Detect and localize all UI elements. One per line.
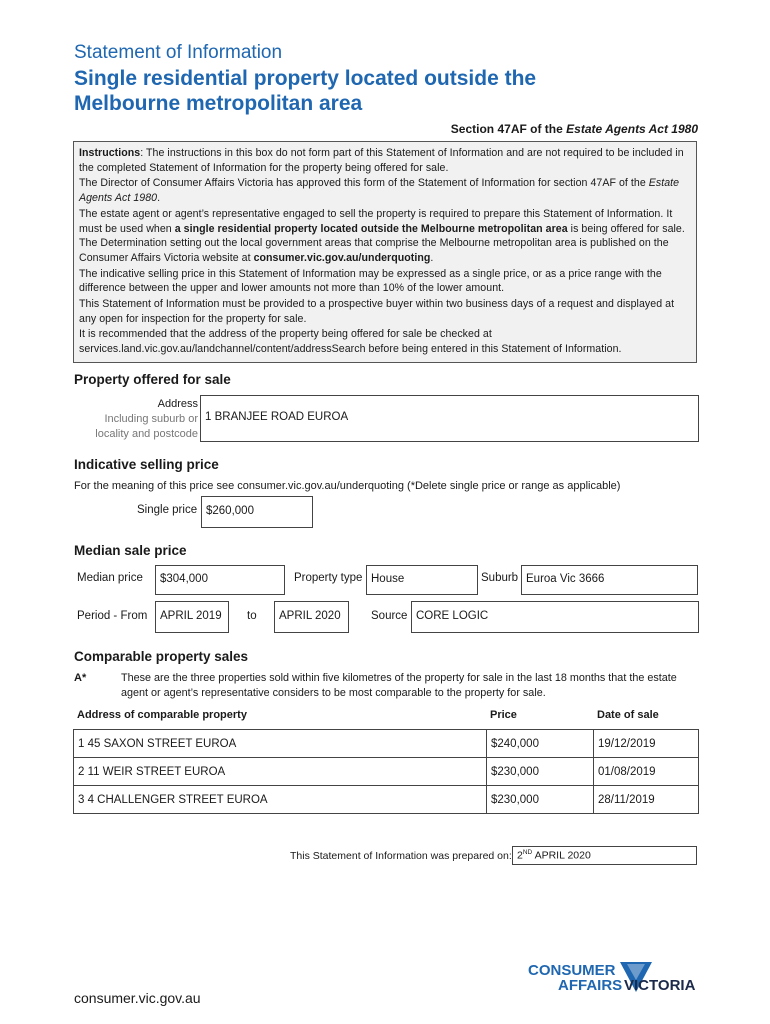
prepared-day-suffix: ND [522, 849, 533, 856]
comparables-heading: Comparable property sales [74, 649, 249, 664]
instructions-p2b: . [157, 192, 161, 205]
single-price-field[interactable]: $260,000 [201, 496, 313, 528]
instructions-p2-act: Estate Agents Act 1980 [79, 177, 680, 205]
median-heading: Median sale price [74, 543, 187, 558]
suburb-label: Suburb [481, 572, 519, 584]
table-row [74, 730, 699, 758]
comparables-table [73, 729, 699, 814]
comparables-marker: A* [74, 672, 87, 684]
instructions-p3b: is being offered for sale. The Determination setting out the local government areas that comprise the Melbourne metropolitan area is published on the Consumer Affairs Victoria website at [79, 222, 685, 264]
comp-date-cell[interactable]: 19/12/2019 [594, 730, 699, 758]
underquoting-link[interactable]: consumer.vic.gov.au/underquoting [253, 251, 431, 264]
instructions-p3-bold: a single residential property located outside the Melbourne metropolitan area [174, 222, 568, 235]
comp-price-cell[interactable]: $230,000 [487, 786, 594, 814]
instructions-p3c: . [430, 251, 434, 264]
comp-address-cell[interactable]: 2 11 WEIR STREET EUROA [74, 758, 487, 786]
source-field[interactable]: CORE LOGIC [411, 601, 699, 633]
table-row [74, 786, 699, 814]
comp-price-cell[interactable]: $230,000 [487, 758, 594, 786]
consumer-affairs-victoria-logo [528, 958, 703, 1013]
prepared-label: This Statement of Information was prepared on: [290, 850, 512, 862]
instructions-p2a: The Director of Consumer Affairs Victoria has approved this form of the Statement of Information for section 47AF of the [79, 177, 649, 190]
address-label-text: Address [157, 398, 198, 410]
section-reference [451, 122, 698, 136]
property-type-field[interactable]: House [366, 565, 478, 595]
source-label: Source [371, 610, 408, 622]
prepared-rest: APRIL 2020 [532, 849, 591, 862]
period-to-field[interactable]: APRIL 2020 [274, 601, 349, 633]
indicative-note: For the meaning of this price see consumer.vic.gov.au/underquoting (*Delete single price or range as applicable) [74, 480, 621, 492]
instructions-p5: This Statement of Information must be provided to a prospective buyer within two business days of a request and displayed at any open for inspection for the property for sale. [79, 298, 675, 325]
document-kicker: Statement of Information [74, 42, 283, 63]
footer-url[interactable]: consumer.vic.gov.au [74, 990, 201, 1006]
prepared-date-field[interactable] [512, 846, 697, 865]
instructions-p1: : The instructions in this box do not form part of this Statement of Information and are not required to be included in the completed Statement of Information for the property being offered for sale. [79, 147, 684, 174]
instructions-p6: It is recommended that the address of the property being offered for sale be checked at services.land.vic.gov.au/landchannel/content/addressSearch before being entered in this Statement of Information. [79, 328, 622, 356]
prepared-day: 2 [517, 849, 523, 862]
instructions-p3a: The estate agent or agent’s representative engaged to sell the property is required to prepare this Statement of Information. It must be used when [79, 207, 673, 235]
comparables-description: These are the three properties sold within five kilometres of the property for sale in the last 18 months that the estate agent or agent’s representative considers to be most comparable to the property for sale. [121, 672, 677, 699]
comp-price-cell[interactable]: $240,000 [487, 730, 594, 758]
instructions-box [73, 141, 697, 363]
logo-state: VICTORIA [624, 977, 696, 994]
instructions-p4: The indicative selling price in this Statement of Information may be expressed as a single price, or as a price range with the difference between the upper and lower amounts not more than 10% of the lower amount. [79, 267, 662, 295]
suburb-field[interactable]: Euroa Vic 3666 [521, 565, 698, 595]
property-type-label: Property type [294, 572, 363, 584]
address-field[interactable]: 1 BRANJEE ROAD EUROA [200, 395, 699, 442]
logo-line-1: CONSUMER [528, 962, 616, 979]
median-price-field[interactable]: $304,000 [155, 565, 285, 595]
single-price-label: Single price [137, 504, 198, 516]
document-title [74, 66, 694, 116]
period-from-field[interactable]: APRIL 2019 [155, 601, 229, 633]
period-to-label: to [247, 610, 257, 622]
comp-address-cell[interactable]: 3 4 CHALLENGER STREET EUROA [74, 786, 487, 814]
section-prefix: Section 47AF of the [450, 122, 567, 136]
col-address-header: Address of comparable property [77, 709, 247, 721]
address-hint-1: Including suburb or [104, 413, 198, 425]
indicative-heading: Indicative selling price [74, 457, 219, 472]
col-date-header: Date of sale [597, 709, 659, 721]
comp-address-cell[interactable]: 1 45 SAXON STREET EUROA [74, 730, 487, 758]
period-from-label: Period - From [77, 610, 148, 622]
instructions-label: Instructions [79, 147, 141, 159]
comp-date-cell[interactable]: 01/08/2019 [594, 758, 699, 786]
logo-line-2: AFFAIRS [558, 977, 623, 994]
title-line-2: Melbourne metropolitan area [74, 92, 363, 115]
property-heading: Property offered for sale [74, 372, 231, 387]
section-act: Estate Agents Act 1980 [566, 122, 698, 136]
address-label [74, 397, 198, 442]
comp-date-cell[interactable]: 28/11/2019 [594, 786, 699, 814]
table-row [74, 758, 699, 786]
median-price-label: Median price [77, 572, 143, 584]
title-line-1: Single residential property located outside the [74, 67, 537, 90]
address-hint-2: locality and postcode [95, 428, 198, 440]
col-price-header: Price [490, 709, 517, 721]
